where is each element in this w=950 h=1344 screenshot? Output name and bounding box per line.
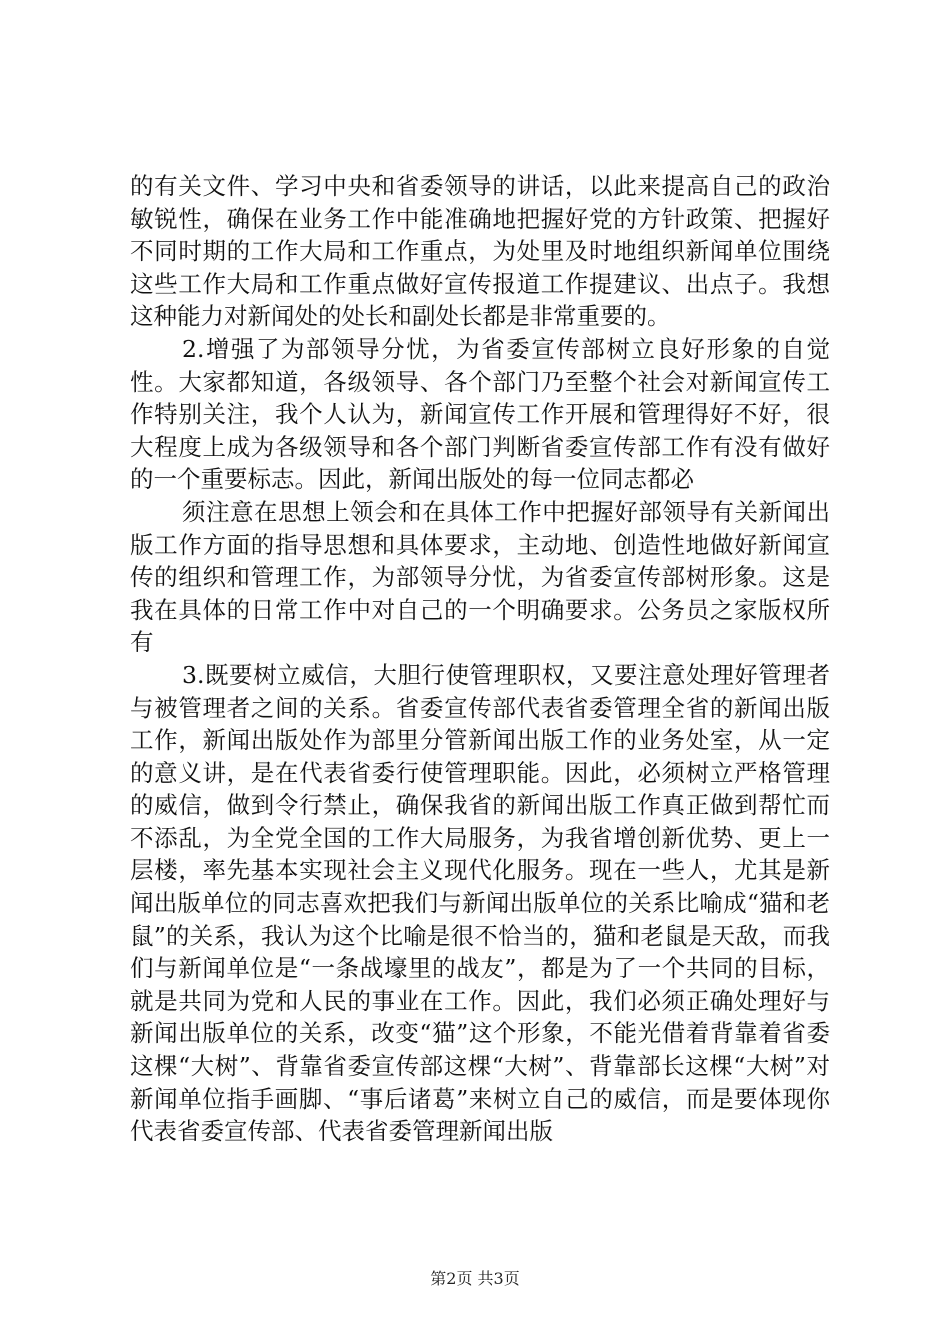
paragraph-item-2: 2.增强了为部领导分忧，为省委宣传部树立良好形象的自觉性。大家都知道，各级领导、各个部门乃至整个社会对新闻宣传工作特别关注，我个人认为，新闻宣传工作开展和管理得好不好，很大程度上成为各级领导和各个部门判断省委宣传部工作有没有做好的一个重要标志。因此，新闻出版处的每一位同志都必	[130, 334, 830, 494]
body-text	[130, 170, 830, 1148]
paragraph-continued: 的有关文件、学习中央和省委领导的讲话，以此来提高自己的政治敏锐性，确保在业务工作中能准确地把握好党的方针政策、把握好不同时期的工作大局和工作重点，为处里及时地组织新闻单位围绕这些工作大局和工作重点做好宣传报道工作提建议、出点子。我想这种能力对新闻处的处长和副处长都是非常重要的。	[130, 172, 830, 331]
paragraph-item-3: 3.既要树立威信，大胆行使管理职权，又要注意处理好管理者与被管理者之间的关系。省委宣传部代表省委管理全省的新闻出版工作，新闻出版处作为部里分管新闻出版工作的业务处室，从一定的意义讲，是在代表省委行使管理职能。因此，必须树立严格管理的威信，做到令行禁止，确保我省的新闻出版工作真正做到帮忙而不添乱，为全党全国的工作大局服务，为我省增创新优势、更上一层楼，率先基本实现社会主义现代化服务。现在一些人，尤其是新闻出版单位的同志喜欢把我们与新闻出版单位的关系比喻成“猫和老鼠”的关系，我认为这个比喻是很不恰当的，猫和老鼠是天敌，而我们与新闻单位是“一条战壕里的战友”，都是为了一个共同的目标，就是共同为党和人民的事业在工作。因此，我们必须正确处理好与新闻出版单位的关系，改变“猫”这个形象，不能光借着背靠着省委这棵“大树”、背靠省委宣传部这棵“大树”、背靠部长这棵“大树”对新闻单位指手画脚、“事后诸葛”来树立自己的威信，而是要体现你代表省委宣传部、代表省委管理新闻出版	[130, 660, 830, 1146]
page-footer: 第2页 共3页	[430, 1269, 520, 1288]
paragraph-item-2-continued: 须注意在思想上领会和在具体工作中把握好部领导有关新闻出版工作方面的指导思想和具体要求，主动地、创造性地做好新闻宣传的组织和管理工作，为部领导分忧，为省委宣传部树形象。这是我在具体的日常工作中对自己的一个明确要求。公务员之家版权所有	[130, 497, 830, 657]
